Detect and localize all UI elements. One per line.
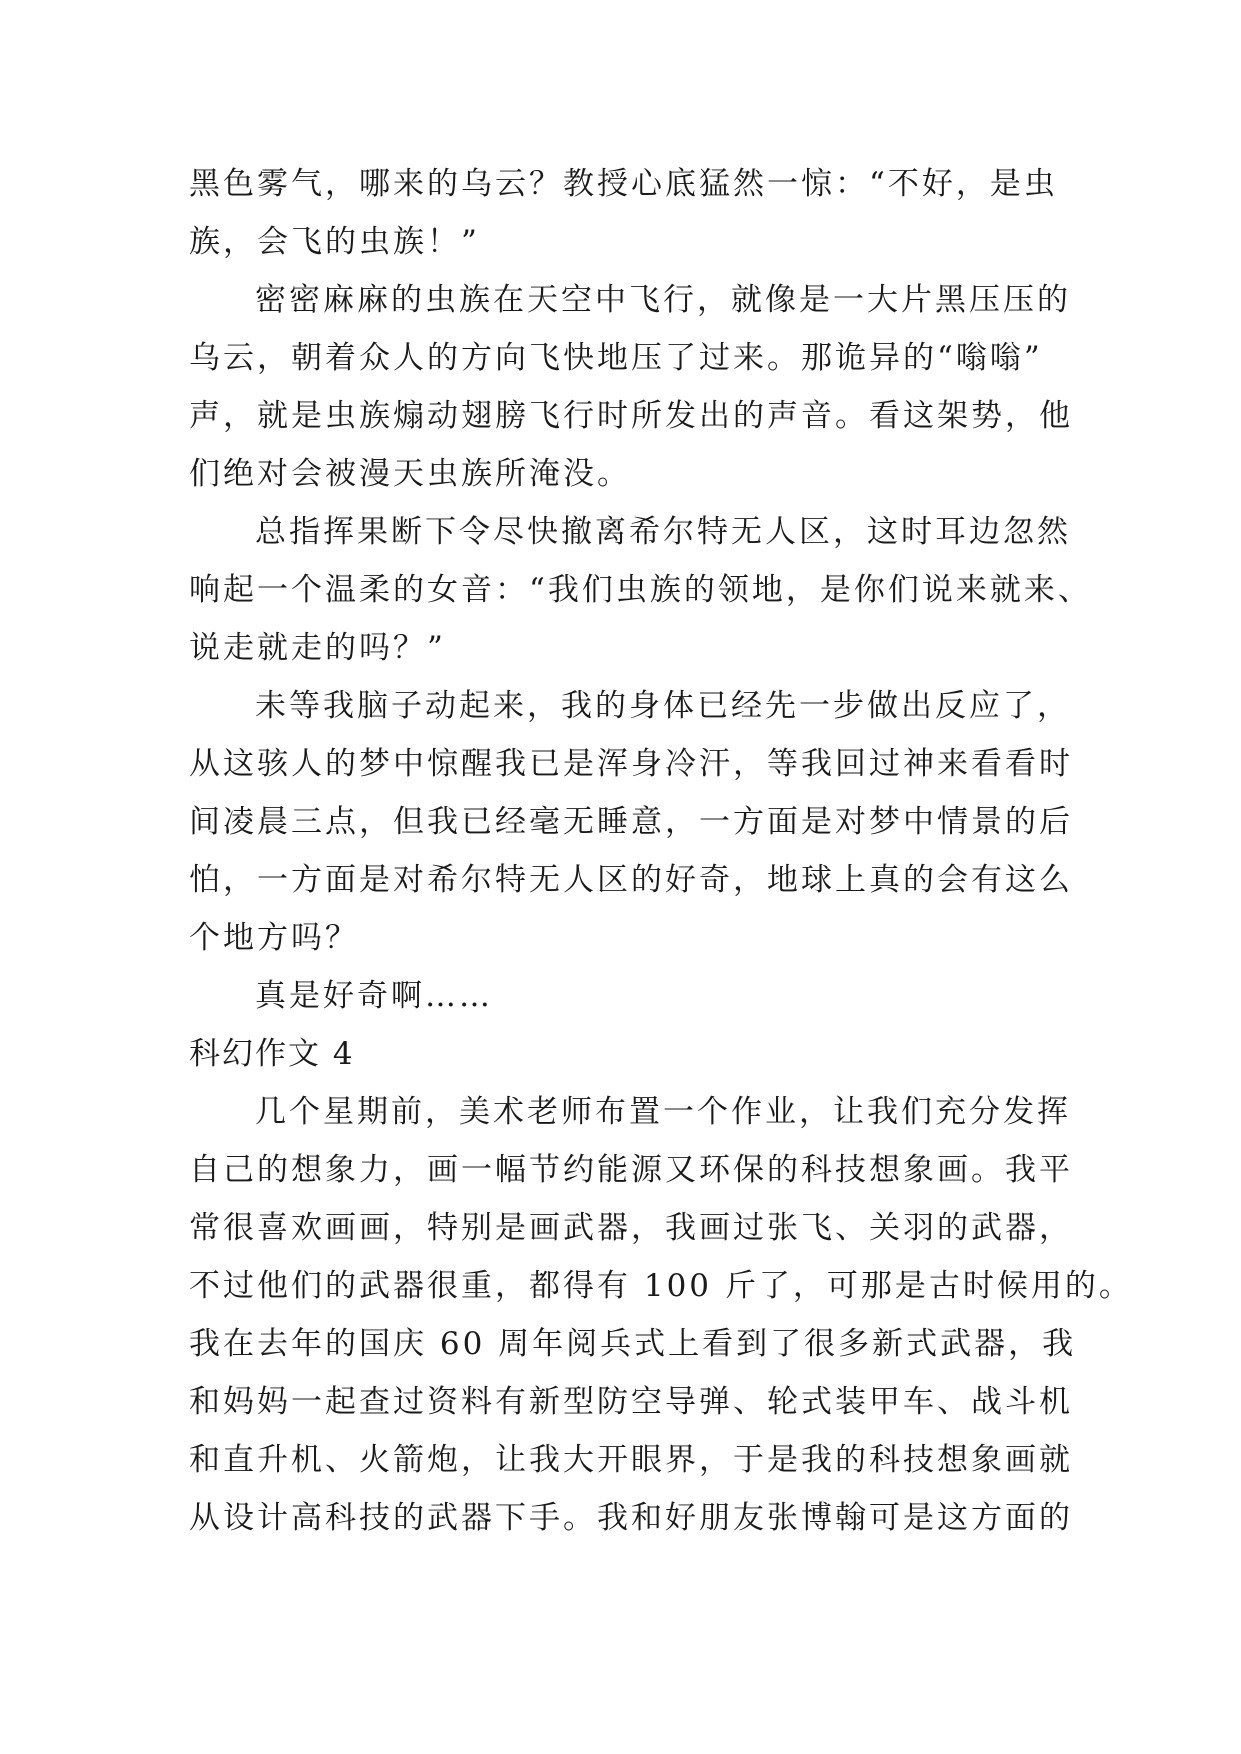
- text-line: 间凌晨三点，但我已经毫无睡意，一方面是对梦中情景的后: [189, 804, 1073, 840]
- text-line: 族，会飞的虫族！”: [189, 224, 480, 260]
- text-line: 怕，一方面是对希尔特无人区的好奇，地球上真的会有这么: [189, 862, 1073, 898]
- text-line: 个地方吗？: [189, 920, 359, 956]
- paragraph-start: 密密麻麻的虫族在天空中飞行，就像是一大片黑压压的: [255, 282, 1071, 318]
- text-line: 从这骇人的梦中惊醒我已是浑身冷汗，等我回过神来看看时: [189, 746, 1073, 782]
- section-heading: 科幻作文 4: [189, 1036, 355, 1072]
- text-line: 我在去年的国庆 60 周年阅兵式上看到了很多新式武器，我: [189, 1326, 1077, 1362]
- text-line: 自己的想象力，画一幅节约能源又环保的科技想象画。我平: [189, 1152, 1073, 1188]
- text-line: 响起一个温柔的女音：“我们虫族的领地，是你们说来就来、: [189, 572, 1092, 608]
- paragraph-start: 真是好奇啊……: [255, 978, 493, 1014]
- text-line: 常很喜欢画画，特别是画武器，我画过张飞、关羽的武器，: [189, 1210, 1073, 1246]
- text-line: 黑色雾气，哪来的乌云？教授心底猛然一惊：“不好，是虫: [189, 166, 1058, 202]
- text-line: 说走就走的吗？”: [189, 630, 446, 666]
- text-line: 和直升机、火箭炮，让我大开眼界，于是我的科技想象画就: [189, 1442, 1073, 1478]
- text-line: 和妈妈一起查过资料有新型防空导弹、轮式装甲车、战斗机: [189, 1384, 1073, 1420]
- text-line: 乌云，朝着众人的方向飞快地压了过来。那诡异的“嗡嗡”: [189, 340, 1043, 376]
- text-line: 声，就是虫族煽动翅膀飞行时所发出的声音。看这架势，他: [189, 398, 1073, 434]
- paragraph-start: 总指挥果断下令尽快撤离希尔特无人区，这时耳边忽然: [255, 514, 1071, 550]
- paragraph-start: 未等我脑子动起来，我的身体已经先一步做出反应了，: [255, 688, 1071, 724]
- text-line: 从设计高科技的武器下手。我和好朋友张博翰可是这方面的: [189, 1500, 1073, 1536]
- text-line: 不过他们的武器很重，都得有 100 斤了，可那是古时候用的。: [189, 1268, 1133, 1304]
- paragraph-start: 几个星期前，美术老师布置一个作业，让我们充分发挥: [255, 1094, 1071, 1130]
- text-line: 们绝对会被漫天虫族所淹没。: [189, 456, 631, 492]
